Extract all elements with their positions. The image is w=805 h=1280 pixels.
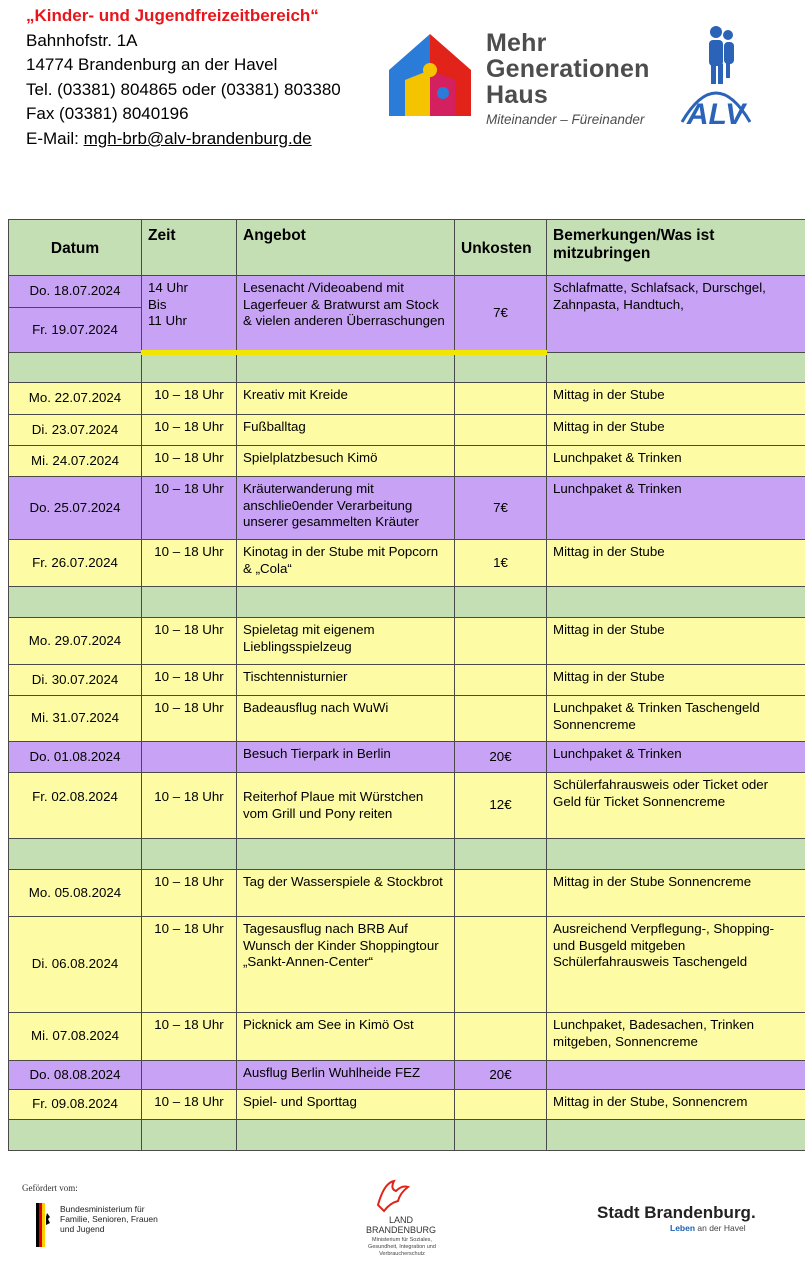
notes-cell: Mittag in der Stube — [547, 618, 805, 665]
cost-cell — [455, 618, 547, 665]
offer-cell: Spiel- und Sporttag — [237, 1090, 455, 1120]
table-row — [9, 742, 805, 773]
address-block — [26, 4, 341, 152]
notes-cell: Lunchpaket & Trinken — [547, 742, 805, 773]
offer-cell: Tischtennisturnier — [237, 665, 455, 696]
table-row — [9, 276, 805, 308]
time-cell — [142, 1061, 237, 1090]
offer-cell: Kinotag in der Stube mit Popcorn & „Cola“ — [237, 540, 455, 587]
notes-cell: Mittag in der Stube Sonnencreme — [547, 870, 805, 917]
table-row — [9, 477, 805, 540]
time-cell: 10 – 18 Uhr — [142, 540, 237, 587]
date-cell: Fr. 19.07.2024 — [9, 308, 142, 353]
stadt-brandenburg-logo: Stadt Brandenburg. — [597, 1203, 756, 1222]
table-row — [9, 1013, 805, 1061]
notes-cell: Schülerfahrausweis oder Ticket oder Geld für Ticket Sonnencreme — [547, 773, 805, 839]
table-row — [9, 696, 805, 742]
cost-cell — [455, 383, 547, 415]
cost-cell — [455, 870, 547, 917]
time-cell: 10 – 18 Uhr — [142, 917, 237, 1013]
fax: Fax (03381) 8040196 — [26, 104, 189, 124]
cost-cell — [455, 696, 547, 742]
table-row — [9, 665, 805, 696]
time-start: 14 Uhr — [148, 280, 188, 295]
table-row — [9, 618, 805, 665]
col-header-cost: Unkosten — [455, 220, 547, 276]
email-link[interactable]: mgh-brb@alv-brandenburg.de — [83, 128, 312, 148]
cost-cell — [455, 1090, 547, 1120]
offer-cell: Spieletag mit eigenem Lieblingsspielzeug — [237, 618, 455, 665]
notes-cell: Mittag in der Stube — [547, 383, 805, 415]
date-cell: Fr. 26.07.2024 — [9, 540, 142, 587]
time-cell: 10 – 18 Uhr — [142, 415, 237, 446]
table-row — [9, 1061, 805, 1090]
cost-cell: 20€ — [455, 1061, 547, 1090]
table-row — [9, 870, 805, 917]
mgh-word-1: Mehr — [486, 29, 547, 57]
time-cell: 10 – 18 Uhr — [142, 383, 237, 415]
date-cell: Do. 01.08.2024 — [9, 742, 142, 773]
notes-cell: Lunchpaket & Trinken Taschengeld Sonnencreme — [547, 696, 805, 742]
time-end: 11 Uhr — [148, 313, 187, 328]
col-header-notes: Bemerkungen/Was ist mitzubringen — [547, 220, 805, 276]
notes-cell: Schlafmatte, Schlafsack, Durschgel, Zahnpasta, Handtuch, — [547, 276, 805, 353]
offer-cell: Kräuterwanderung mit anschlie0ender Verarbeitung unserer gesammelten Kräuter — [237, 477, 455, 540]
time-cell — [142, 276, 237, 353]
notes-cell: Lunchpaket & Trinken — [547, 446, 805, 477]
funded-by-label: Gefördert vom: — [22, 1183, 78, 1193]
street: Bahnhofstr. 1A — [26, 30, 138, 50]
german-eagle-flag-icon — [36, 1203, 50, 1247]
stadt-tagline-b: an der Havel — [695, 1223, 746, 1233]
date-cell: Do. 25.07.2024 — [9, 477, 142, 540]
mgh-word-2: Generationen — [486, 55, 650, 83]
mgh-wordmark — [486, 30, 650, 127]
time-cell: 10 – 18 Uhr — [142, 477, 237, 540]
cost-cell: 7€ — [455, 477, 547, 540]
date-cell: Do. 18.07.2024 — [9, 276, 142, 308]
offer-cell: Picknick am See in Kimö Ost — [237, 1013, 455, 1061]
week-separator-row — [9, 839, 805, 870]
alv-logo-text: ALV — [686, 98, 746, 130]
date-cell: Fr. 02.08.2024 — [9, 773, 142, 839]
cost-cell: 7€ — [455, 276, 547, 353]
date-cell: Mo. 05.08.2024 — [9, 870, 142, 917]
notes-cell: Lunchpaket & Trinken — [547, 477, 805, 540]
notes-cell: Mittag in der Stube — [547, 415, 805, 446]
brandenburg-word: BRANDENBURG — [365, 1225, 436, 1235]
time-cell: 10 – 18 Uhr — [142, 773, 237, 839]
time-cell: 10 – 18 Uhr — [142, 1090, 237, 1120]
date-cell: Mo. 22.07.2024 — [9, 383, 142, 415]
offer-cell: Tagesausflug nach BRB Auf Wunsch der Kinder Shoppingtour „Sankt-Annen-Center“ — [237, 917, 455, 1013]
time-bis: Bis — [148, 296, 167, 312]
time-cell: 10 – 18 Uhr — [142, 665, 237, 696]
notes-cell: Mittag in der Stube — [547, 540, 805, 587]
notes-cell: Mittag in der Stube, Sonnencrem — [547, 1090, 805, 1120]
col-header-offer: Angebot — [237, 220, 455, 276]
time-cell: 10 – 18 Uhr — [142, 696, 237, 742]
cost-cell: 20€ — [455, 742, 547, 773]
stadt-tagline-a: Leben — [670, 1223, 696, 1233]
schedule-table — [8, 219, 805, 1151]
col-header-time: Zeit — [142, 220, 237, 276]
table-row — [9, 446, 805, 477]
time-cell: 10 – 18 Uhr — [142, 446, 237, 477]
mgh-tagline: Miteinander – Füreinander — [486, 112, 645, 127]
time-cell — [142, 742, 237, 773]
offer-cell: Besuch Tierpark in Berlin — [237, 742, 455, 773]
offer-cell: Tag der Wasserspiele & Stockbrot — [237, 870, 455, 917]
stadt-tagline — [670, 1223, 746, 1233]
table-row — [9, 1090, 805, 1120]
date-cell: Mi. 07.08.2024 — [9, 1013, 142, 1061]
notes-cell: Ausreichend Verpflegung-, Shopping- und Busgeld mitgeben Schülerfahrausweis Taschengeld — [547, 917, 805, 1013]
cost-cell — [455, 1013, 547, 1061]
mgh-house-puzzle-logo — [385, 30, 475, 120]
ministry-name: Ministerium für Soziales, Gesundheit, Integration und Verbraucherschutz — [368, 1237, 436, 1257]
date-cell: Do. 08.08.2024 — [9, 1061, 142, 1090]
notes-cell: Mittag in der Stube — [547, 665, 805, 696]
cost-cell — [455, 665, 547, 696]
table-row — [9, 383, 805, 415]
cost-cell — [455, 415, 547, 446]
time-cell: 10 – 18 Uhr — [142, 870, 237, 917]
cost-cell: 12€ — [455, 773, 547, 839]
section-title: „Kinder- und Jugendfreizeitbereich“ — [26, 6, 319, 25]
date-cell: Mi. 31.07.2024 — [9, 696, 142, 742]
offer-cell: Spielplatzbesuch Kimö — [237, 446, 455, 477]
notes-cell: Lunchpaket, Badesachen, Trinken mitgeben, Sonnencreme — [547, 1013, 805, 1061]
time-cell: 10 – 18 Uhr — [142, 1013, 237, 1061]
alv-logo — [676, 24, 756, 130]
date-cell: Di. 30.07.2024 — [9, 665, 142, 696]
notes-cell — [547, 1061, 805, 1090]
week-separator-row — [9, 587, 805, 618]
offer-cell: Reiterhof Plaue mit Würstchen vom Grill und Pony reiten — [237, 773, 455, 839]
table-row — [9, 917, 805, 1013]
col-header-date: Datum — [9, 220, 142, 276]
time-cell: 10 – 18 Uhr — [142, 618, 237, 665]
telephone: Tel. (03381) 804865 oder (03381) 803380 — [26, 79, 341, 99]
offer-cell: Lesenacht /Videoabend mit Lagerfeuer & Bratwurst am Stock & vielen anderen Überraschungen — [237, 276, 455, 353]
city: 14774 Brandenburg an der Havel — [26, 55, 278, 75]
offer-cell: Kreativ mit Kreide — [237, 383, 455, 415]
table-row — [9, 540, 805, 587]
brandenburg-eagle-icon — [372, 1175, 412, 1213]
table-row — [9, 773, 805, 839]
offer-cell: Badeausflug nach WuWi — [237, 696, 455, 742]
cost-cell — [455, 446, 547, 477]
email-label: E-Mail: — [26, 128, 84, 148]
cost-cell: 1€ — [455, 540, 547, 587]
cost-cell — [455, 917, 547, 1013]
table-row — [9, 415, 805, 446]
date-cell: Mi. 24.07.2024 — [9, 446, 142, 477]
land-word: LAND — [388, 1215, 413, 1225]
table-header-row — [9, 220, 805, 276]
date-cell: Di. 23.07.2024 — [9, 415, 142, 446]
mgh-word-3: Haus — [486, 81, 548, 109]
email-line — [26, 127, 341, 152]
bmfsfj-name: Bundesministerium für Familie, Senioren, Frauen und Jugend — [60, 1204, 158, 1234]
date-cell: Fr. 09.08.2024 — [9, 1090, 142, 1120]
offer-cell: Fußballtag — [237, 415, 455, 446]
week-separator-row — [9, 1120, 805, 1151]
date-cell: Mo. 29.07.2024 — [9, 618, 142, 665]
week-separator-row — [9, 353, 805, 383]
offer-cell: Ausflug Berlin Wuhlheide FEZ — [237, 1061, 455, 1090]
date-cell: Di. 06.08.2024 — [9, 917, 142, 1013]
land-brandenburg-label — [356, 1215, 446, 1235]
